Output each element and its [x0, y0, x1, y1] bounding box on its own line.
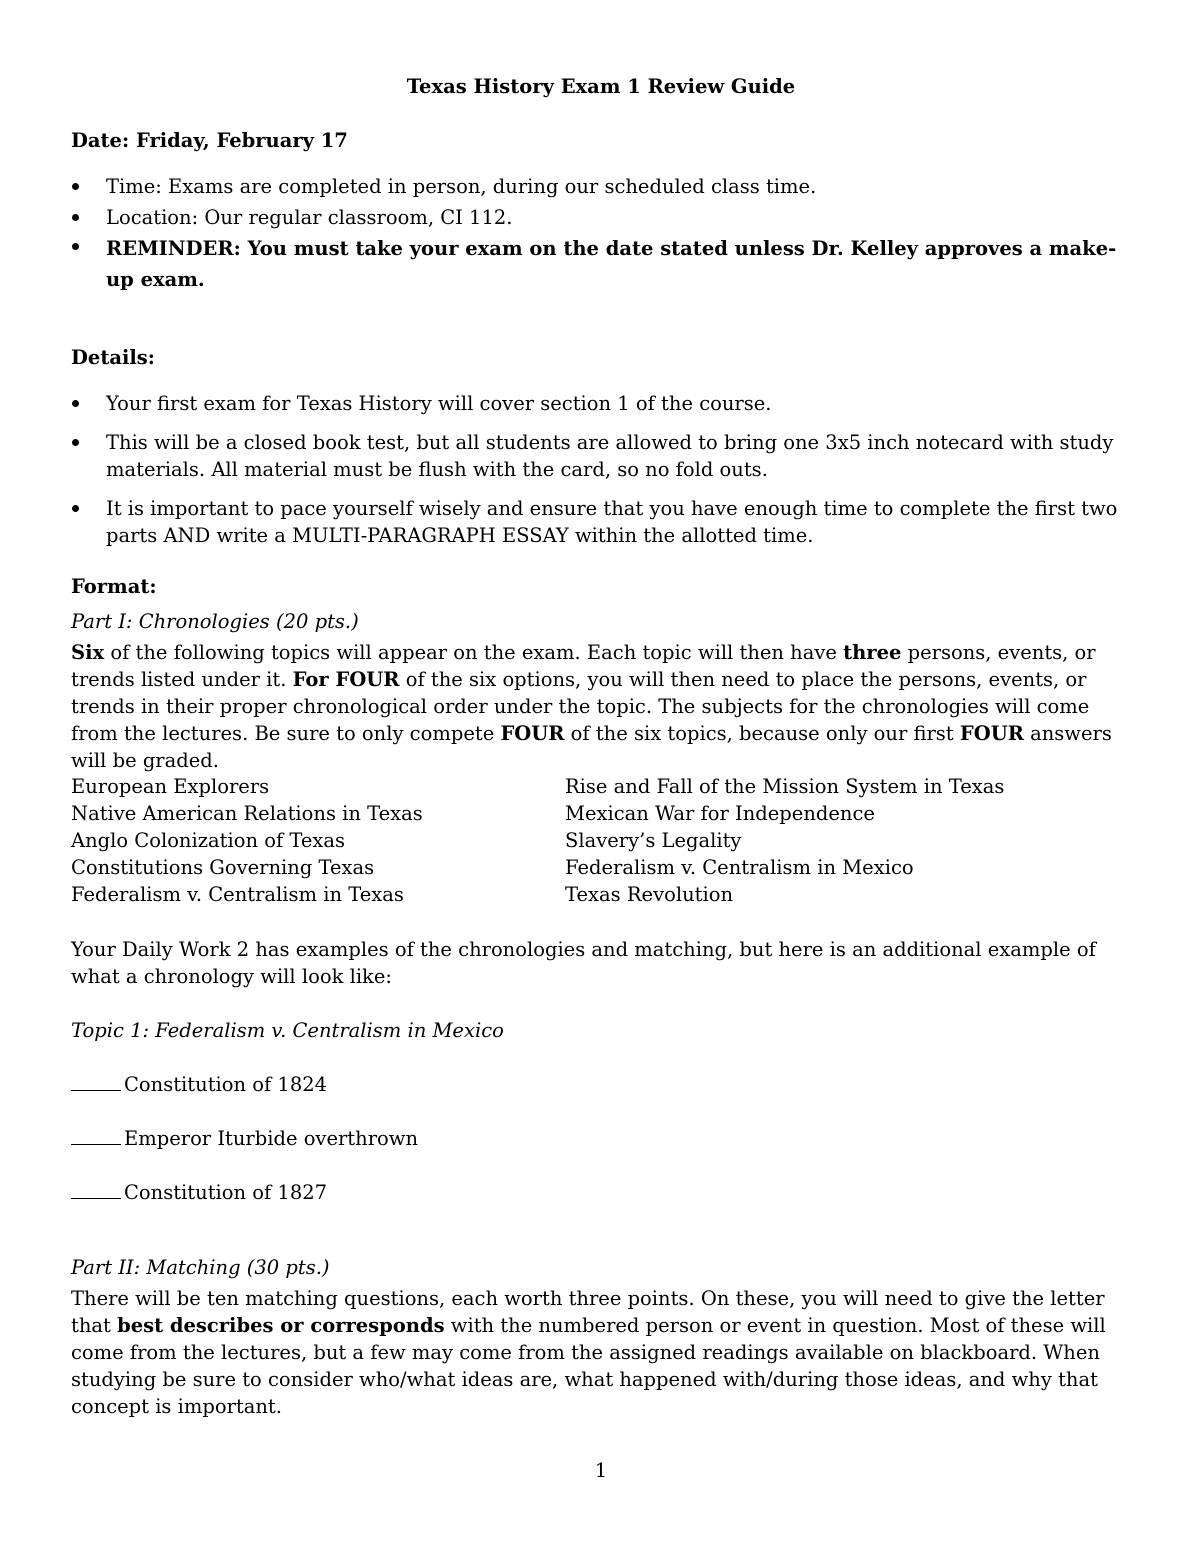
answer-blank: [71, 1126, 121, 1145]
topics-left-column: [71, 773, 423, 908]
emphasis-text: best describes or corresponds: [117, 1314, 445, 1337]
part2-title: Part II: Matching (30 pts.): [71, 1256, 330, 1279]
details-heading: Details:: [71, 346, 155, 369]
document-title: Texas History Exam 1 Review Guide: [406, 75, 796, 98]
example-topic: Topic 1: Federalism v. Centralism in Mexico: [71, 1019, 504, 1042]
topic-item: European Explorers: [71, 775, 270, 798]
list-item: Time: Exams are completed in person, during our scheduled class time.: [71, 173, 1131, 200]
topic-item: Anglo Colonization of Texas: [71, 829, 346, 852]
emphasis-text: three: [843, 641, 902, 664]
emphasis-text: For FOUR: [292, 668, 400, 691]
topic-item: Rise and Fall of the Mission System in Texas: [565, 775, 1005, 798]
date-heading: Date: Friday, February 17: [71, 129, 348, 152]
topic-item: Constitutions Governing Texas: [71, 856, 375, 879]
date-bullet-list: [71, 173, 1131, 295]
emphasis-text: FOUR: [959, 722, 1024, 745]
topic-item: Texas Revolution: [565, 883, 734, 906]
page-number: 1: [594, 1459, 608, 1482]
part1-title: Part I: Chronologies (20 pts.): [71, 610, 359, 633]
format-heading: Format:: [71, 575, 157, 598]
topics-right-column: [565, 773, 1004, 908]
topic-item: Federalism v. Centralism in Mexico: [565, 856, 914, 879]
list-item: It is important to pace yourself wisely and ensure that you have enough time to complete the first two parts AND write a MULTI-PARAGRAPH ESSAY within the allotted time.: [71, 495, 1131, 549]
part1-description: Six of the following topics will appear on the exam. Each topic will then have three persons, events, or trends listed under it. For FOUR of the six options, you will then need to place the persons, events, or trends in their proper chronological order under the topic. The subjects for the chronologies will come from the lectures. Be sure to only compete FOUR of the six topics, because only our first FOUR answers will be graded.: [71, 641, 1112, 772]
chronology-item: Constitution of 1827: [71, 1179, 327, 1206]
list-item: This will be a closed book test, but all students are allowed to bring one 3x5 inch notecard with study materials. All material must be flush with the card, so no fold outs.: [71, 429, 1131, 483]
list-item: REMINDER: You must take your exam on the date stated unless Dr. Kelley approves a make-up exam.: [71, 233, 1131, 295]
topic-item: Slavery’s Legality: [565, 829, 742, 852]
part2-description: There will be ten matching questions, each worth three points. On these, you will need to give the letter that best describes or corresponds with the numbered person or event in question. Most of these will come from the lectures, but a few may come from the assigned readings available on blackboard. When studying be sure to consider who/what ideas are, what happened with/during those ideas, and why that concept is important.: [71, 1287, 1106, 1418]
list-item: Location: Our regular classroom, CI 112.: [71, 204, 1131, 231]
chronology-item: Emperor Iturbide overthrown: [71, 1125, 418, 1152]
answer-blank: [71, 1180, 121, 1199]
answer-blank: [71, 1072, 121, 1091]
emphasis-text: FOUR: [500, 722, 565, 745]
topic-item: Native American Relations in Texas: [71, 802, 423, 825]
emphasis-text: Six: [71, 641, 105, 664]
list-item: Your first exam for Texas History will cover section 1 of the course.: [71, 390, 1131, 417]
details-bullet-list: [71, 390, 1131, 549]
topic-item: Mexican War for Independence: [565, 802, 875, 825]
topic-item: Federalism v. Centralism in Texas: [71, 883, 404, 906]
chronology-item: Constitution of 1824: [71, 1071, 327, 1098]
example-intro: Your Daily Work 2 has examples of the chronologies and matching, but here is an additional example of what a chronology will look like:: [71, 938, 1096, 988]
